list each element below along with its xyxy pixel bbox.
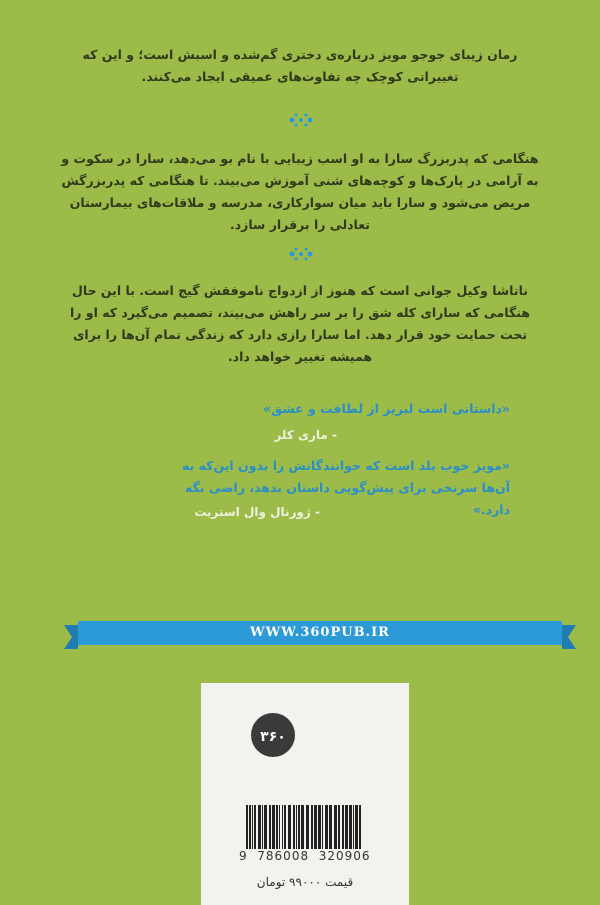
barcode-bar (311, 805, 313, 849)
publisher-logo: ۳۶۰ (251, 713, 295, 757)
barcode-bar (252, 805, 253, 849)
barcode (244, 805, 364, 849)
review-quote: «مویز خوب بلد است که خوانندگانش را بدون این‌که به آن‌ها سرنخی برای پیش‌گویی داستان بدهد، راضی نگه دارد.» (181, 458, 510, 517)
barcode-bar (296, 805, 297, 849)
barcode-bar (345, 805, 348, 849)
barcode-bar (298, 805, 300, 849)
ornament-icon (288, 113, 314, 127)
barcode-bar (338, 805, 340, 849)
barcode-bar (272, 805, 275, 849)
isbn-group2: 320906 (318, 849, 371, 863)
barcode-bar (329, 805, 332, 849)
isbn-first: 9 (239, 849, 248, 863)
review-author: - ماری کلر (274, 428, 337, 442)
intro-paragraph: رمان زیبای جوجو مویز درباره‌ی دختری گم‌شده و اسبش است؛ و این که تغییراتی کوچک چه تفاوت‌های عمیقی ایجاد می‌کنند. (82, 47, 518, 84)
barcode-bar (276, 805, 278, 849)
barcode-bar (355, 805, 358, 849)
barcode-bar (282, 805, 283, 849)
barcode-bar (264, 805, 267, 849)
barcode-label (201, 683, 409, 905)
review-author: - ژورنال وال استریت (194, 505, 320, 519)
barcode-bar (314, 805, 317, 849)
barcode-bar (254, 805, 256, 849)
barcode-bar (322, 805, 323, 849)
barcode-bar (359, 805, 361, 849)
website-banner: WWW.360PUB.IR (78, 621, 562, 645)
barcode-bar (246, 805, 248, 849)
review-quote: «داستانی است لبریز از لطافت و عشق» (263, 401, 510, 416)
barcode-bar (353, 805, 354, 849)
barcode-bar (342, 805, 344, 849)
barcode-bar (249, 805, 251, 849)
isbn-group1: 786008 (257, 849, 310, 863)
barcode-bar (325, 805, 328, 849)
barcode-bar (258, 805, 261, 849)
barcode-bar (301, 805, 304, 849)
barcode-bar (269, 805, 271, 849)
barcode-bar (284, 805, 286, 849)
barcode-bar (349, 805, 352, 849)
character-paragraph: ناتاشا وکیل جوانی است که هنوز از ازدواج ناموفقش گیج است. با این حال هنگامی که سارای کله شق را بر سر راهش می‌بیند، تصمیم می‌گیرد که او را تحت حمایت خود قرار دهد. اما سارا رازی دارد که زندگی تمام آن‌ها را برای همیشه تغییر خواهد داد. (69, 283, 531, 364)
barcode-bar (279, 805, 280, 849)
isbn-number (239, 849, 371, 863)
plot-paragraph: هنگامی که پدربزرگ سارا به او اسب زیبایی با نام بو می‌دهد، سارا در سکوت و به آرامی در پارک‌ها و کوچه‌های شنی آموزش می‌بیند. تا هنگامی که پدربزرگش مریض می‌شود و سارا باید میان سوارکاری، مدرسه و ملاقات‌های بیمارستان تعادلی را برقرار سازد. (61, 151, 539, 232)
price: قیمت ۹۹۰۰۰ تومان (256, 875, 354, 889)
barcode-bar (334, 805, 337, 849)
barcode-bar (306, 805, 309, 849)
barcode-bar (318, 805, 321, 849)
barcode-bar (262, 805, 263, 849)
barcode-bar (293, 805, 295, 849)
ornament-icon (288, 247, 314, 261)
barcode-bar (288, 805, 291, 849)
